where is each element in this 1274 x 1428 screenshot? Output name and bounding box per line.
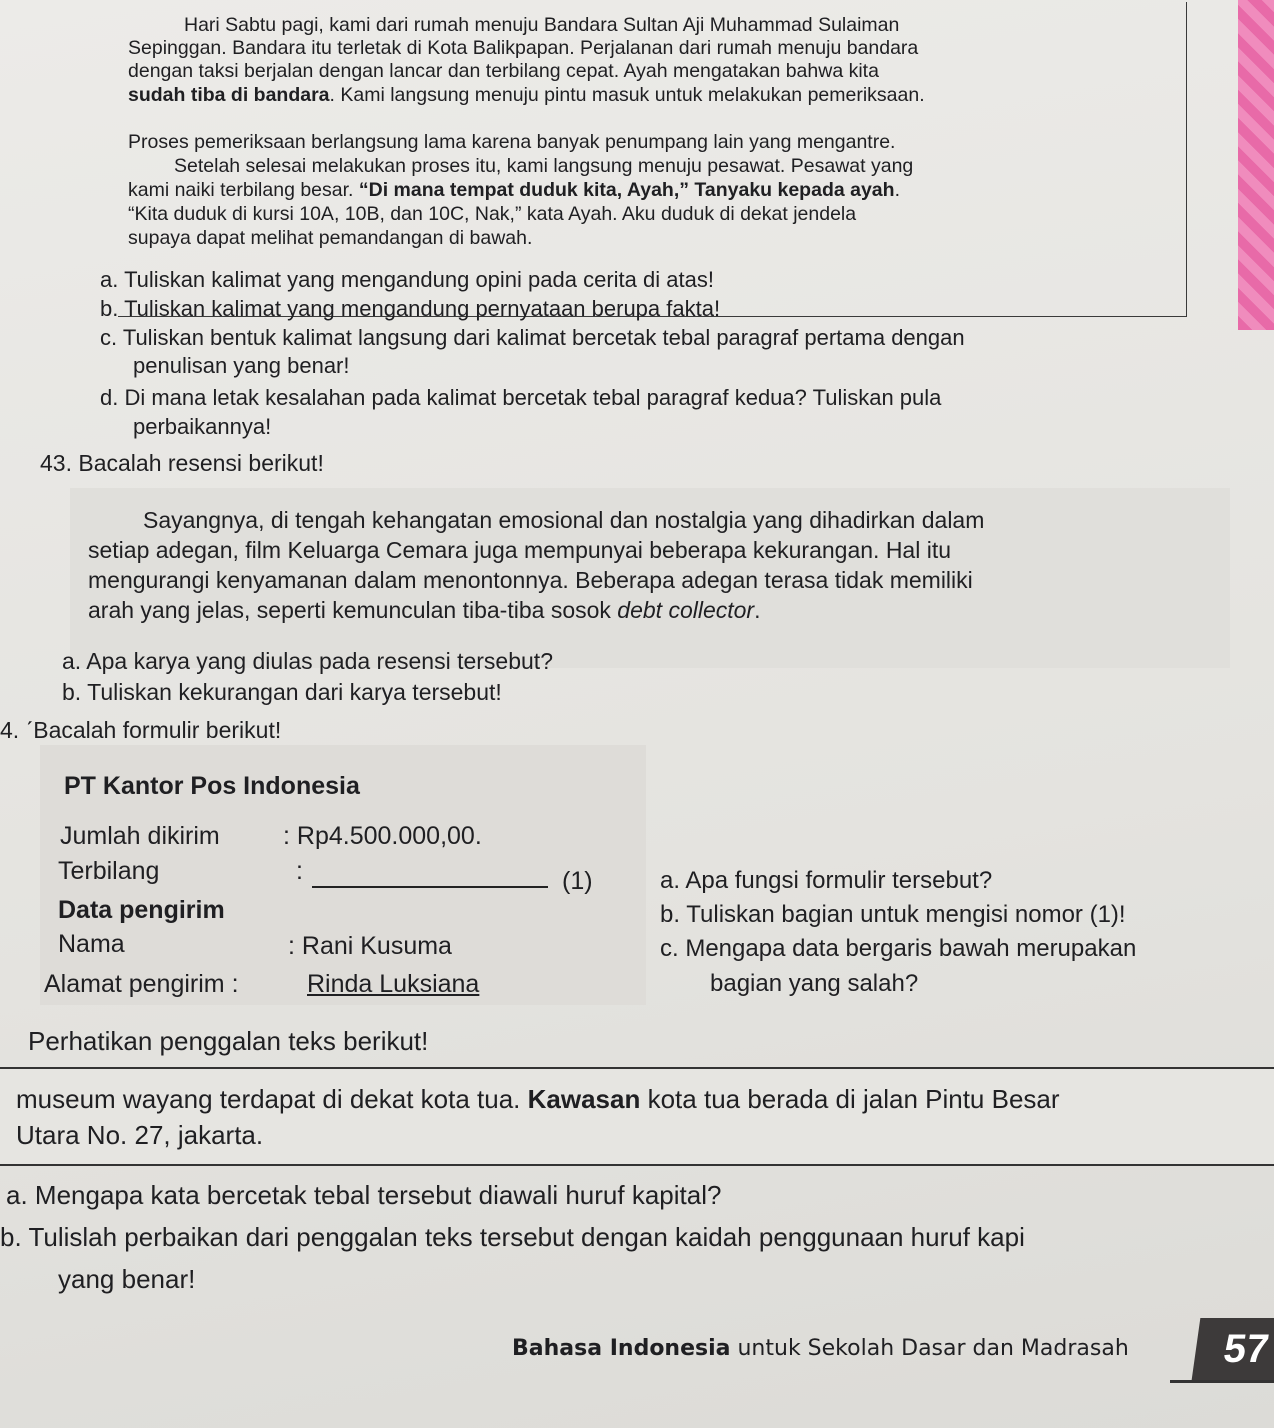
review-line-4-end: . [754,597,761,623]
story-line-2: Sepinggan. Bandara itu terletak di Kota Balikpapan. Perjalanan dari rumah menuju bandara [128,37,919,59]
story-line-4 [128,84,925,107]
question-44c-line-2: bagian yang salah? [710,970,919,997]
form-section-sender: Data pengirim [58,896,225,924]
story-line-10: supaya dapat melihat pemandangan di bawah. [128,227,533,249]
form-value-name: : Rani Kusuma [288,932,452,960]
excerpt-line-1-start: museum wayang terdapat di dekat kota tua. [16,1084,528,1114]
review-italic-term: debt collector [617,597,755,623]
question-d-line-2: perbaikannya! [133,414,272,439]
question-44b: b. Tuliskan bagian untuk mengisi nomor (1)! [660,901,1126,928]
form-value-amount: : Rp4.500.000,00. [283,822,482,850]
form-label-spelled: Terbilang [58,857,160,885]
excerpt-line-2: Utara No. 27, jakarta. [16,1120,264,1150]
question-43-heading: 43. Bacalah resensi berikut! [40,450,324,476]
form-colon: : [296,857,303,885]
review-line-2: setiap adegan, film Keluarga Cemara juga mempunyai beberapa kekurangan. Hal itu [88,537,952,563]
question-a: a. Tuliskan kalimat yang mengandung opini pada cerita di atas! [100,267,714,292]
footer-book-title [512,1336,1129,1361]
story-line-8-start: kami naiki terbilang besar. [128,179,359,201]
page-number: 57 [1192,1318,1274,1380]
excerpt-box [0,1067,1274,1166]
story-line-3: dengan taksi berjalan dengan lancar dan terbilang cepat. Ayah mengatakan bahwa kita [128,60,879,82]
form-blank-line [312,886,548,888]
question-45b-line-2: yang benar! [58,1264,196,1294]
story-line-9: “Kita duduk di kursi 10A, 10B, dan 10C, Nak,” kata Ayah. Aku duduk di dekat jendela [128,203,857,225]
form-title: PT Kantor Pos Indonesia [64,772,360,800]
review-line-1: Sayangnya, di tengah kehangatan emosional dan nostalgia yang dihadirkan dalam [143,507,985,533]
review-line-4 [88,596,761,625]
footer-rule [1170,1380,1274,1383]
story-line-8-rest: . [894,179,900,201]
form-label-address: Alamat pengirim : [44,970,239,998]
story-line-8 [128,179,900,202]
pink-fabric-edge [1238,0,1274,330]
story-line-1: Hari Sabtu pagi, kami dari rumah menuju Bandara Sultan Aji Muhammad Sulaiman [184,14,900,36]
review-line-4-text: arah yang jelas, seperti kemunculan tiba-tiba sosok [88,597,618,623]
question-43b: b. Tuliskan kekurangan dari karya tersebut! [62,679,502,705]
excerpt-line-1 [16,1084,1060,1115]
footer-book-title-bold: Bahasa Indonesia [512,1336,731,1361]
form-label-amount: Jumlah dikirim [60,822,220,850]
question-c-line-1: c. Tuliskan bentuk kalimat langsung dari kalimat bercetak tebal paragraf pertama dengan [100,325,965,350]
bold-sentence-1a: sudah tiba di bandara [128,84,330,106]
footer-book-title-rest: untuk Sekolah Dasar dan Madrasah [730,1336,1129,1361]
story-line-4-rest: . Kami langsung menuju pintu masuk untuk melakukan pemeriksaan. [329,84,925,106]
question-45a: a. Mengapa kata bercetak tebal tersebut diawali huruf kapital? [6,1180,722,1210]
question-44a: a. Apa fungsi formulir tersebut? [660,867,993,894]
review-line-3: mengurangi kenyamanan dalam menontonnya. Beberapa adegan terasa tidak memiliki [88,567,973,593]
form-value-address: Rinda Luksiana [307,970,480,998]
question-45b-line-1: b. Tulislah perbaikan dari penggalan teks tersebut dengan kaidah penggunaan huruf kapi [0,1222,1025,1252]
bold-sentence-3a: “Di mana tempat duduk kita, Ayah,” Tanyaku kepada ayah [358,179,895,201]
story-line-7: Setelah selesai melakukan proses itu, kami langsung menuju pesawat. Pesawat yang [174,155,914,177]
excerpt-bold-word: Kawasan [527,1084,641,1114]
form-blank-number: (1) [562,867,593,895]
question-d-line-1: d. Di mana letak kesalahan pada kalimat bercetak tebal paragraf kedua? Tuliskan pula [100,385,942,410]
story-line-6: Proses pemeriksaan berlangsung lama karena banyak penumpang lain yang mengantre. [128,131,896,153]
question-44c-line-1: c. Mengapa data bergaris bawah merupakan [660,935,1137,962]
question-43a: a. Apa karya yang diulas pada resensi tersebut? [62,648,553,674]
question-c-line-2: penulisan yang benar! [133,353,350,378]
question-b: b. Tuliskan kalimat yang mengandung pernyataan berupa fakta! [100,296,721,321]
question-45-heading: Perhatikan penggalan teks berikut! [28,1026,429,1056]
form-label-name: Nama [58,930,125,958]
excerpt-line-1-end: kota tua berada di jalan Pintu Besar [640,1084,1060,1114]
question-44-heading: 4. ˊBacalah formulir berikut! [0,717,282,743]
